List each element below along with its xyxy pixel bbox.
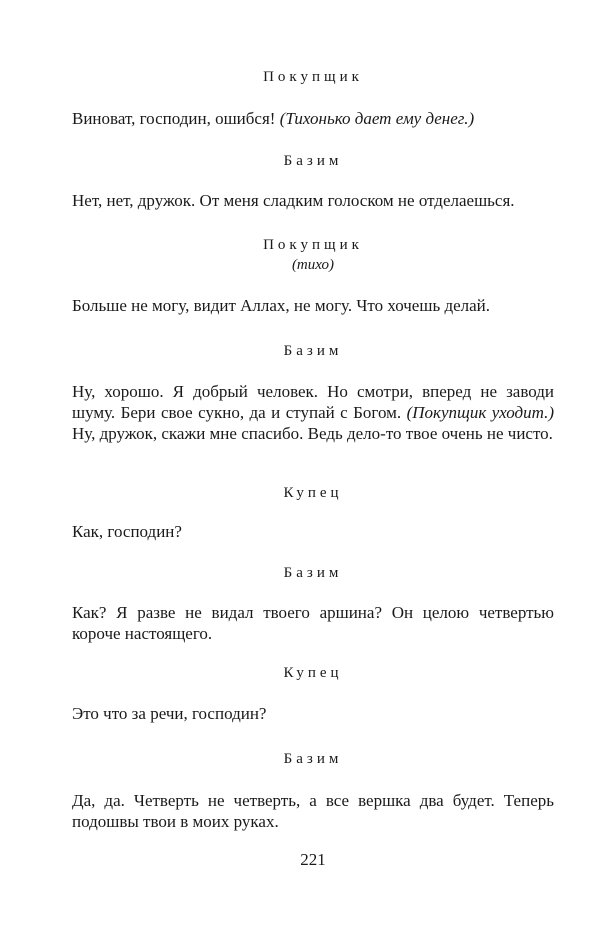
dialogue-line: Это что за речи, господин?: [72, 704, 267, 723]
speaker-name: Покупщик: [263, 69, 363, 85]
book-page: [72, 0, 554, 939]
speaker-name: Покупщик: [263, 237, 363, 253]
stage-direction: (Покупщик уходит.): [406, 403, 554, 422]
speaker-name: Базим: [283, 751, 343, 767]
dialogue-line: [72, 381, 554, 444]
dialogue-text: Ну, хорошо. Я добрый человек. Но смотри, вперед не заводи шуму. Бери свое сукно, да и ступай с Богом.: [72, 382, 554, 422]
dialogue-line: Да, да. Четверть не четверть, а все вершка два будет. Теперь подошвы твои в моих руках.: [72, 791, 554, 831]
dialogue-line: [72, 108, 554, 129]
page-number: 221: [300, 850, 326, 869]
dialogue-line: Больше не могу, видит Аллах, не могу. Что хочешь делай.: [72, 296, 491, 315]
speaker-name: Базим: [283, 343, 343, 359]
dialogue-line: Как, господин?: [72, 522, 182, 541]
dialogue-text: Виноват, господин, ошибся!: [72, 109, 280, 128]
speaker-name: Купец: [283, 485, 343, 501]
speaker-name: Базим: [283, 565, 343, 581]
stage-direction: (Тихонько дает ему денег.): [279, 109, 475, 128]
speaker-name: Базим: [283, 153, 343, 169]
dialogue-line: Как? Я разве не видал твоего аршина? Он целою четвертью короче настоящего.: [72, 603, 554, 643]
dialogue-text: Ну, дружок, скажи мне спасибо. Ведь дело-то твое очень не чисто.: [72, 424, 553, 443]
speaker-name: Купец: [283, 665, 343, 681]
speaker-direction: (тихо): [291, 257, 335, 273]
dialogue-line: Нет, нет, дружок. От меня сладким голоском не отделаешься.: [72, 191, 515, 210]
